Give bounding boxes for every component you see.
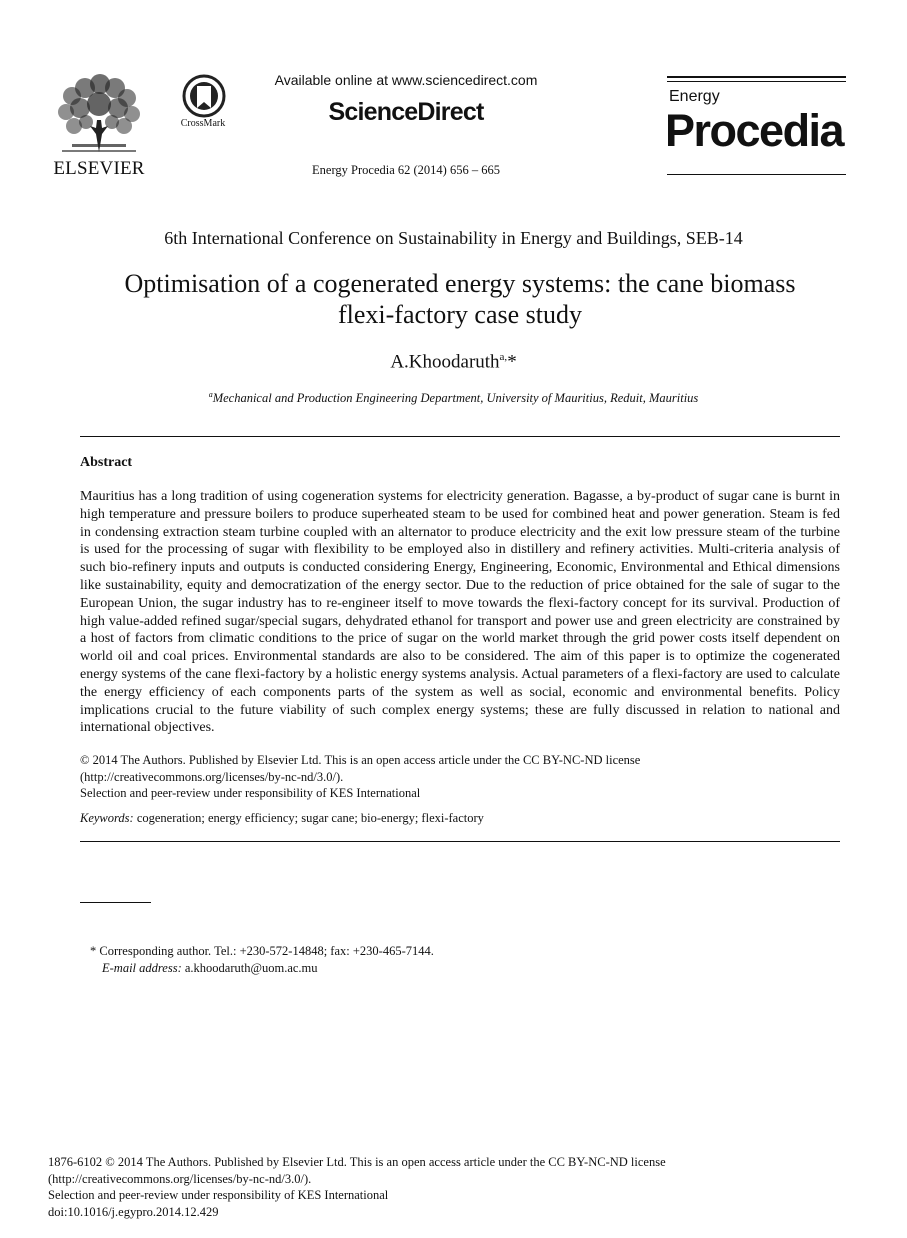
journal-logo-rule xyxy=(667,174,846,175)
email-address[interactable]: a.khoodaruth@uom.ac.mu xyxy=(184,960,318,975)
copyright-block xyxy=(80,752,840,802)
author-affiliation-mark: a, xyxy=(499,351,508,363)
copyright-text: © 2014 The Authors. Published by Elsevier Ltd. This is an open access article under the CC BY-NC-ND license xyxy=(80,753,641,767)
email-line xyxy=(90,960,434,977)
footnote-rule xyxy=(80,902,151,903)
keywords-line xyxy=(80,811,840,826)
available-online-text: Available online at www.sciencedirect.com xyxy=(274,72,538,88)
affiliation-mark: a xyxy=(208,390,213,399)
journal-citation: Energy Procedia 62 (2014) 656 – 665 xyxy=(312,163,500,177)
author-name: A.Khoodaruth xyxy=(390,351,500,373)
journal-logo-rule xyxy=(667,76,846,78)
license-link[interactable]: (http://creativecommons.org/licenses/by-nc-nd/3.0/). xyxy=(80,769,344,784)
footer-copyright: 1876-6102 © 2014 The Authors. Published by Elsevier Ltd. This is an open access article under the CC BY-NC-ND license xyxy=(48,1155,666,1169)
abstract-heading: Abstract xyxy=(80,455,133,470)
footer-doi[interactable]: doi:10.1016/j.egypro.2014.12.429 xyxy=(48,1204,219,1219)
conference-name: 6th International Conference on Sustainability in Energy and Buildings, SEB-14 xyxy=(164,228,743,248)
publication-footer xyxy=(48,1154,868,1220)
footer-license-link[interactable]: (http://creativecommons.org/licenses/by-nc-nd/3.0/). xyxy=(48,1171,312,1186)
journal-logo-energy: Energy xyxy=(669,88,720,105)
footnote-block xyxy=(90,943,434,976)
affiliation-line xyxy=(40,390,867,406)
paper-title-line: flexi-factory case study xyxy=(337,300,582,329)
keywords-label: Keywords: xyxy=(80,811,134,825)
peer-review-text: Selection and peer-review under responsibility of KES International xyxy=(80,786,421,800)
journal-logo-procedia: Procedia xyxy=(665,105,844,156)
abstract-body: Mauritius has a long tradition of using cogeneration systems for electricity generation. Bagasse, a by-product of sugar cane is burnt in high temperature and pressure boilers to produce superheated steam to be used for combined heat and power generation. Steam is fed in condensing extraction steam turbine coupled with an alternator to produce electricity and the exit low pressure steam of the turbine is used for the processing of sugar with flexibility to be employed also in distillery and refinery activities. Multi-criteria analysis of such bio-refinery inputs and outputs is conducted considering Energy, Engineering, Economic, Environmental and Ethical dimensions like sustainability, equity and democratization of the energy sector. Due to the reduction of price obtained for the sale of sugar to the European Union, the sugar industry has to re-engineer itself to move towards the flexi-factory concept for its survival. Production of high value-added refined sugar/special sugars, dehydrated ethanol for transport and power use and green electricity are constrained by a host of factors from climatic conditions to the price of sugar on the world market through the grid power costs itself dependent on world oil and coal prices. Environmental standards are also to be considered. The aim of this paper is to optimize the cogenerated energy systems of the cane flexi-factory by a holistic energy systems analysis. Actual parameters of a flexi-factory are used to calculate the energy efficiency of each components parts of the system as well as social, economic and environmental benefits. Policy implications crucial to the future viability of such complex energy systems; these are fully discussed in relation to national and international objectives. xyxy=(80,489,840,736)
paper-title-line: Optimisation of a cogenerated energy systems: the cane biomass xyxy=(124,269,796,298)
abstract-bottom-rule xyxy=(80,841,840,842)
author-line xyxy=(40,351,867,373)
affiliation-text: Mechanical and Production Engineering Department, University of Mauritius, Reduit, Mauritius xyxy=(212,391,699,406)
keywords-list: cogeneration; energy efficiency; sugar cane; bio-energy; flexi-factory xyxy=(136,811,484,825)
corresponding-author-note: * Corresponding author. Tel.: +230-572-14848; fax: +230-465-7144. xyxy=(90,944,434,958)
paper-title xyxy=(60,268,860,330)
email-label: E-mail address: xyxy=(102,960,182,975)
journal-logo-rule xyxy=(667,81,846,82)
crossmark-label: CrossMark xyxy=(180,118,226,129)
sciencedirect-wordmark: ScienceDirect xyxy=(328,98,484,126)
footer-peer-review: Selection and peer-review under responsibility of KES International xyxy=(48,1188,389,1202)
elsevier-wordmark: ELSEVIER xyxy=(53,158,145,179)
abstract-top-rule xyxy=(80,436,840,437)
corresponding-star: * xyxy=(507,351,517,373)
